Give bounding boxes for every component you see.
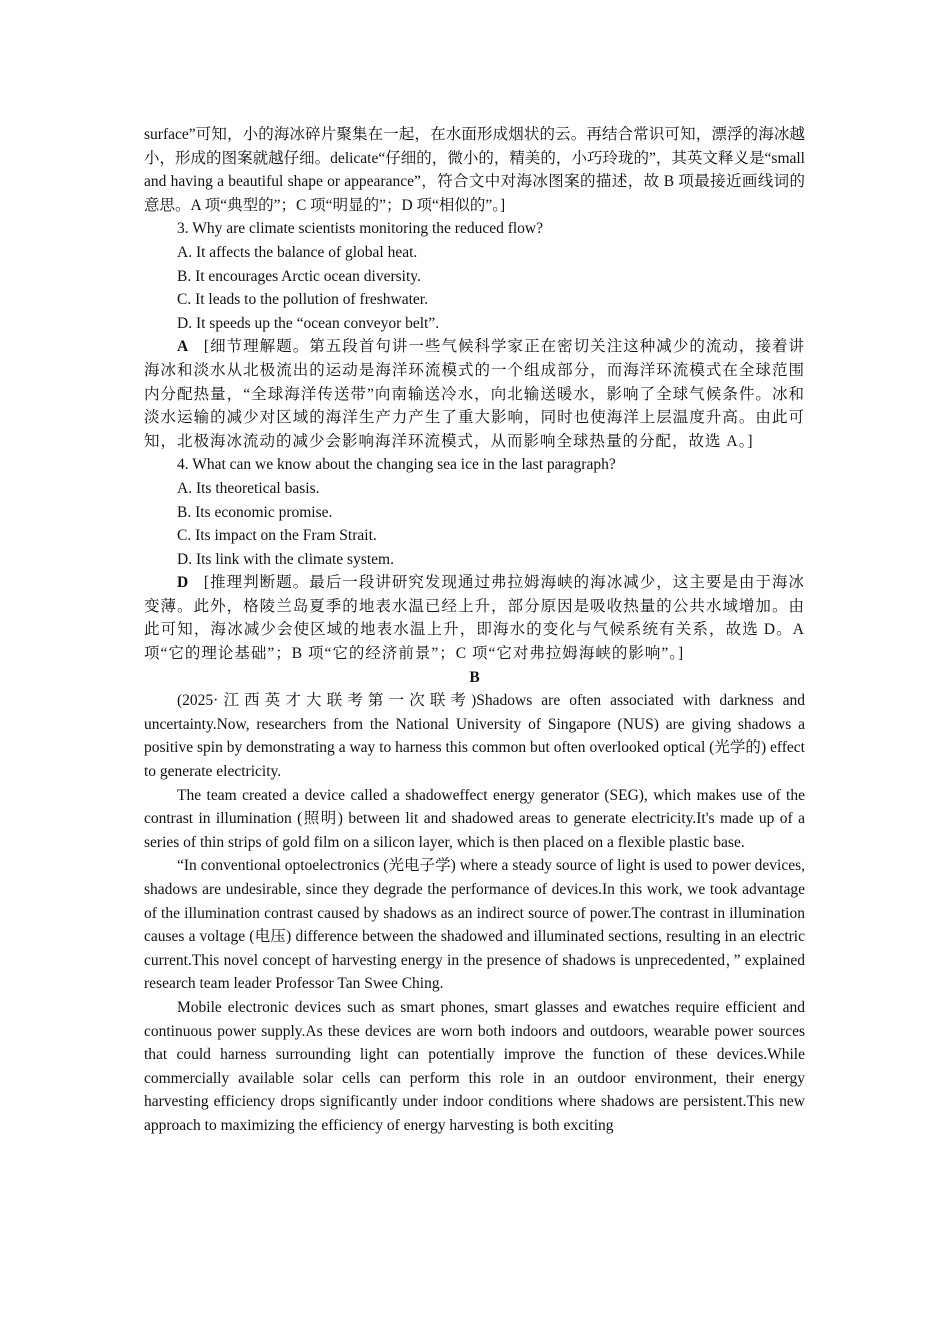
prev-explanation: surface”可知，小的海冰碎片聚集在一起，在水面形成烟状的云。再结合常识可知，漂浮的海冰越小，形成的图案就越仔细。delicate“仔细的，微小的，精美的，小巧玲珑的”，其英文释义是“small and having a beautiful shape or appearance”，符合文中对海冰图案的描述，故 B 项最接近画线词的意思。A 项“典型的”；C 项“明显的”；D 项“相似的”。] bbox=[144, 126, 805, 214]
q4-stem: 4. What can we know about the changing sea ice in the last paragraph? bbox=[177, 456, 616, 474]
passage-paragraph-3: “In conventional optoelectronics (光电子学) where a steady source of light is used to power devices, shadows are undesirable, since they degrade the performance of devices.In this work, we took advantage of the illumination contrast caused by shadows as an indirect source of power.The contrast in illumination causes a voltage (电压) difference between the shadowed and illuminated sections, resulting in an electric current.This novel concept of harvesting energy in the presence of shadows is unprecedented，” explained research team leader Professor Tan Swee Ching. bbox=[144, 857, 805, 993]
passage-source: (2025·江西英才大联考第一次联考) bbox=[177, 692, 477, 710]
passage-paragraph-1 bbox=[144, 689, 805, 783]
q4-answer: D bbox=[177, 574, 190, 592]
passage-paragraph-4: Mobile electronic devices such as smart phones, smart glasses and ewatches require efficient and continuous power supply.As these devices are worn both indoors and outdoors, wearable power sources that could harness surrounding light can potentially improve the function of these devices.While commercially available solar cells can perform this role in an outdoor environment, their energy harvesting efficiency drops significantly under indoor conditions where shadows are persistent.This new approach to maximizing the efficiency of energy harvesting is both exciting bbox=[144, 998, 805, 1134]
q3-answer-block bbox=[144, 335, 805, 453]
q4-option-b: B. Its economic promise. bbox=[177, 503, 333, 521]
q3-option-a: A. It affects the balance of global heat. bbox=[177, 243, 418, 261]
q4-explanation: [推理判断题。最后一段讲研究发现通过弗拉姆海峡的海冰减少，这主要是由于海冰变薄。此外，格陵兰岛夏季的地表水温已经上升，部分原因是吸收热量的公共水域增加。由此可知，海冰减少会使区域的地表水温上升，即海水的变化与气候系统有关系，故选 D。A 项“它的理论基础”；B 项“它的经济前景”；C 项“它对弗拉姆海峡的影响”。] bbox=[144, 574, 805, 663]
document-page bbox=[144, 123, 805, 1138]
q3-option-c: C. It leads to the pollution of freshwater. bbox=[177, 291, 428, 309]
q3-stem: 3. Why are climate scientists monitoring the reduced flow? bbox=[177, 220, 544, 238]
q4-option-c: C. Its impact on the Fram Strait. bbox=[177, 527, 377, 545]
q4-option-d: D. Its link with the climate system. bbox=[177, 550, 394, 568]
q3-explanation: [细节理解题。第五段首句讲一些气候科学家正在密切关注这种减少的流动，接着讲海冰和淡水从北极流出的运动是海洋环流模式的一个组成部分，而海洋环流模式在全球范围内分配热量，“全球海洋传送带”向南输送冷水，向北输送暖水，影响了全球气候条件。冰和淡水运输的减少对区域的海洋生产力产生了重大影响，同时也使海洋上层温度升高。由此可知，北极海冰流动的减少会影响海洋环流模式，从而影响全球热量的分配，故选 A。] bbox=[144, 338, 805, 450]
q3-option-b: B. It encourages Arctic ocean diversity. bbox=[177, 267, 421, 285]
q4-option-a: A. Its theoretical basis. bbox=[177, 479, 320, 497]
passage-paragraph-1-text: Shadows are often associated with darkness and uncertainty.Now, researchers from the National University of Singapore (NUS) are giving shadows a positive spin by demonstrating a way to harness this common but often overlooked optical (光学的) effect to generate electricity. bbox=[144, 692, 805, 781]
section-heading: B bbox=[469, 668, 480, 686]
q3-option-d: D. It speeds up the “ocean conveyor belt”. bbox=[177, 314, 440, 332]
passage-paragraph-2: The team created a device called a shadoweffect energy generator (SEG), which makes use of the contrast in illumination (照明) between lit and shadowed areas to generate electricity.It's made up of a series of thin strips of gold film on a silicon layer, which is then placed on a flexible plastic base. bbox=[144, 786, 805, 851]
q4-answer-block bbox=[144, 571, 805, 665]
q3-answer: A bbox=[177, 338, 190, 356]
